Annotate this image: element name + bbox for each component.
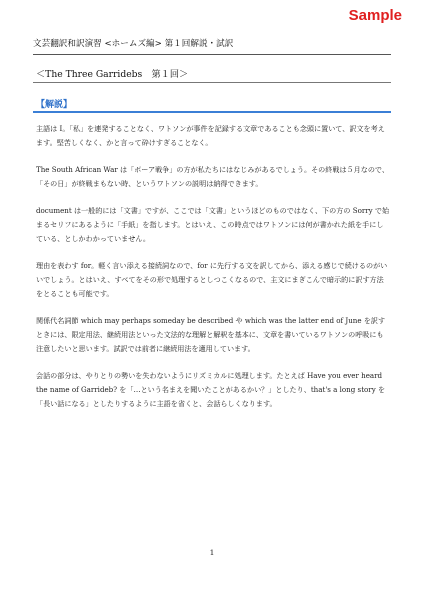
sample-watermark: Sample [348, 7, 402, 24]
paragraph: 会話の部分は、やりとりの勢いを失わないようにリズミカルに処理します。たとえば Have you ever heard the name of Garrideb? を「…という名まえを聞いたことがあるかい？」としたり、that's a long story を「長い話になる」としたりするように主語を省くと、会話らしくなります。 [36, 371, 386, 408]
document-header: 文芸翻訳和訳演習 <ホームズ編> 第１回解説・試訳 [33, 39, 234, 49]
page-number: 1 [209, 548, 215, 557]
paragraph: The South African War は「ボーア戦争」の方が私たちにはなじみがあるでしょう。その終戦は５月なので、「その日」が終戦まもない時、というワトソンの説明は納得できます。 [36, 165, 389, 188]
paragraph: 主語は I。「私」を連発することなく、ワトソンが事件を記録する文章であることも念頭に置いて、訳文を考えます。堅苦しくなく、かと言って砕けすぎることなく。 [36, 124, 385, 147]
page-subtitle: ＜The Three Garridebs 第１回＞ [36, 69, 189, 80]
paragraph: 理由を表わす for。軽く言い添える接続詞なので、for に先行する文を訳してから、添える感じで続けるのがいいでしょう。とはいえ、すべてをその形で処理するとしつこくなるので、主文にまぎこんで暗示的に訳す方法をとることも可能です。 [36, 261, 388, 298]
commentary-body [36, 122, 390, 424]
header-divider [33, 54, 391, 55]
section-title: 【解説】 [36, 100, 73, 110]
paragraph: 関係代名詞節 which may perhaps someday be described や which was the latter end of June を訳すときには、限定用法、継続用法といった文法的な理解と解釈を基本に、文章を書いているワトソンの呼吸にも注意したいと思います。試訳では前者に継続用法を適用しています。 [36, 316, 386, 353]
paragraph: document は一般的には「文書」ですが、ここでは「文書」というほどのものではなく、下の方の Sorry で始まるセリフにあるように「手紙」を指します。とはいえ、この時点ではワトソンには何が書かれた紙を手にしている、としかわかっていません。 [36, 206, 390, 243]
subtitle-divider [33, 82, 391, 83]
section-divider [33, 111, 391, 113]
